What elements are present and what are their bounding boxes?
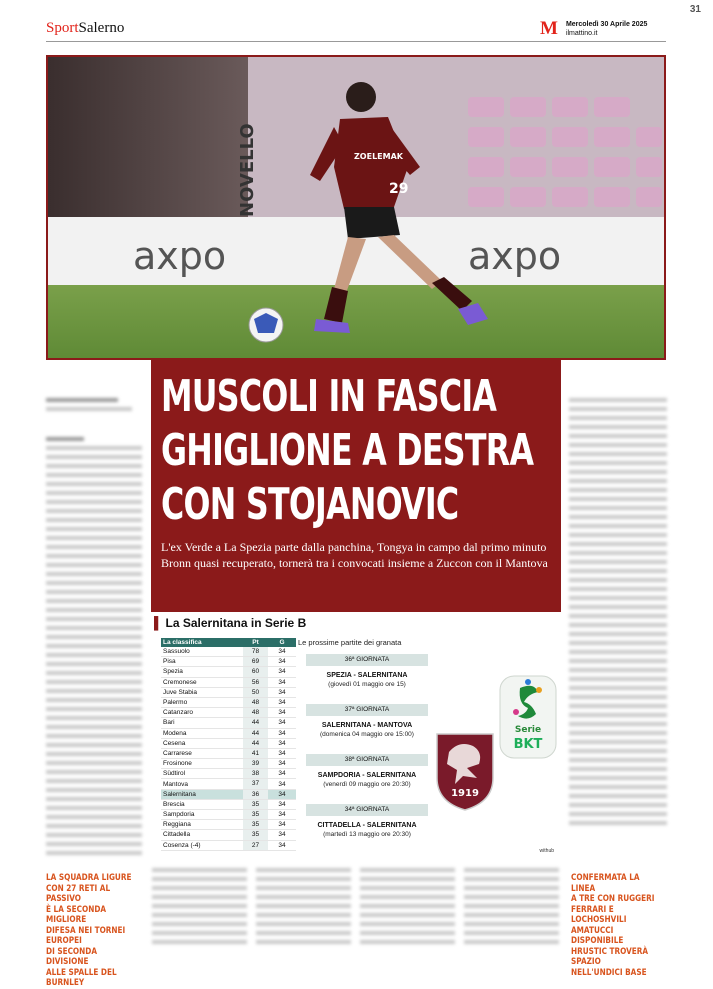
team-cell: Juve Stabia [163,688,197,696]
ad-board-novello: NOVELLO [237,123,258,217]
headline-box [151,360,561,612]
standings-table [161,638,296,851]
games-cell: 34 [278,678,286,686]
match-photo [46,55,666,360]
headline-line-1: MUSCOLI IN FASCIA [161,371,497,422]
team-cell: Mantova [163,780,188,788]
games-cell: 34 [278,811,286,819]
team-cell: Reggiana [163,821,191,829]
points-cell: 35 [243,820,268,829]
points-cell: 48 [243,698,268,707]
games-cell: 34 [278,821,286,829]
ad-board-axpo-right: axpo [468,234,562,278]
team-cell: Modena [163,729,187,737]
games-cell: 34 [278,739,286,747]
team-cell: Sassuolo [163,648,190,656]
match-block [306,754,428,788]
section-sport: Sport [46,20,79,36]
subheadline [161,539,551,571]
team-cell: Catanzaro [163,709,193,717]
svg-text:BKT: BKT [513,737,543,752]
match-time: (venerdì 09 maggio ore 20:30) [323,781,411,788]
subhead-line-2: Bronn quasi recuperato, tornerà tra i convocati insieme a Zuccon con il Mantova [161,556,548,570]
next-matches-title: Le prossime partite dei granata [298,638,402,647]
table-row [161,729,296,739]
infographic-title: ▌ La Salernitana in Serie B [154,616,307,630]
match-time: (giovedì 01 maggio ore 15) [328,681,406,688]
team-cell: Cosenza (-4) [163,841,201,849]
points-cell: 27 [243,841,268,850]
article-column-left [46,398,142,868]
games-cell: 34 [278,831,286,839]
games-cell: 34 [278,770,286,778]
website: ilmattino.it [565,30,598,37]
points-cell: 44 [243,729,268,738]
games-cell: 34 [278,841,286,849]
subhead-line-1: L'ex Verde a La Spezia parte dalla panchina, Tongya in campo dal primo minuto [161,540,547,554]
table-header [161,638,296,647]
games-cell: 34 [278,729,286,737]
table-row [161,667,296,677]
table-row [161,698,296,708]
headline-line-2: GHIGLIONE A DESTRA [161,425,534,476]
match-block [306,804,428,838]
points-cell: 44 [243,739,268,748]
table-row [161,708,296,718]
points-cell: 56 [243,678,268,687]
games-cell: 34 [278,688,286,696]
team-cell: Sampdoria [163,811,195,819]
team-cell: Cesena [163,739,186,747]
giornata-label: 37ª GIORNATA [306,704,428,716]
games-cell: 34 [278,719,286,727]
header-team: La classifica [163,639,202,646]
games-cell: 34 [278,760,286,768]
table-row [161,657,296,667]
infographic [150,612,562,860]
match-block [306,704,428,738]
table-row [161,718,296,728]
table-row [161,688,296,698]
masthead [540,18,647,40]
points-cell: 41 [243,749,268,758]
giornata-label: 36ª GIORNATA [306,654,428,666]
issue-date: Mercoledì 30 Aprile 2025 [565,21,648,28]
table-row [161,800,296,810]
soccer-player-photo [48,57,664,358]
table-row [161,779,296,789]
points-cell: 44 [243,718,268,727]
games-cell: 34 [278,800,286,808]
svg-text:29: 29 [389,181,409,197]
headline-line-3: CON STOJANOVIC [161,479,459,530]
team-cell: Palermo [163,699,188,707]
section-city: Salerno [78,20,125,36]
giornata-label: 34ª GIORNATA [306,804,428,816]
games-cell: 34 [278,668,286,676]
match-block [306,654,428,688]
match-teams: CITTADELLA - SALERNITANA [317,822,417,829]
page-header [46,20,666,42]
table-row [161,678,296,688]
article-column-bottom-1 [152,868,247,947]
points-cell: 48 [243,708,268,717]
team-cell: Frosinone [163,760,192,768]
article-column-bottom-3 [360,868,455,947]
table-row [161,820,296,830]
points-cell: 50 [243,688,268,697]
team-cell: Pisa [163,658,176,666]
ad-board-axpo-left: axpo [133,234,227,278]
points-cell: 69 [243,657,268,666]
header-pt: Pt [252,639,259,646]
title-marker-icon: ▌ [154,616,163,630]
giornata-label: 38ª GIORNATA [306,754,428,766]
svg-text:1919: 1919 [451,788,479,799]
pull-quote-right: CONFERMATA LA LINEA A TRE CON RUGGERI FERRARI E LOCHOSHVILI AMATUCCI DISPONIBILE HRUSTIC TROVERÀ SPAZIO NELL'UNDICI BASE [571,873,655,978]
team-cell: Cittadella [163,831,191,839]
table-row [161,810,296,820]
games-cell: 34 [278,648,286,656]
table-row [161,739,296,749]
games-cell: 34 [278,709,286,717]
team-cell: Carrarese [163,749,192,757]
newspaper-logo: M [540,18,558,39]
serie-b-logo-icon [498,670,558,760]
pull-quote-left: LA SQUADRA LIGURE CON 27 RETI AL PASSIVO È LA SECONDA MIGLIORE DIFESA NEI TORNEI EUROPEI DI SECONDA DIVISIONE ALLE SPALLE DEL BURNLEY [46,873,132,988]
table-row [161,749,296,759]
svg-text:ZOELEMAK: ZOELEMAK [354,152,403,161]
points-cell: 35 [243,810,268,819]
points-cell: 38 [243,769,268,778]
games-cell: 34 [278,790,286,798]
stadium-stand-left [48,57,248,227]
infographic-credit: withub [539,848,554,854]
table-row [161,769,296,779]
team-cell: Spezia [163,668,183,676]
points-cell: 35 [243,830,268,839]
table-row [161,759,296,769]
points-cell: 35 [243,800,268,809]
team-cell: Cremonese [163,678,197,686]
points-cell: 37 [243,779,268,788]
table-row [161,647,296,657]
table-row [161,790,296,800]
table-row [161,841,296,851]
points-cell: 36 [243,790,268,799]
team-cell: Bari [163,719,175,727]
header-g: G [279,639,285,646]
article-column-bottom-4 [464,868,559,947]
team-cell: Südtirol [163,770,186,778]
article-column-bottom-2 [256,868,351,947]
team-cell: Salernitana [163,790,196,798]
section-label [46,20,124,37]
salernitana-crest-icon [433,730,497,812]
svg-text:Serie: Serie [514,725,542,735]
match-teams: SAMPDORIA - SALERNITANA [317,772,417,779]
games-cell: 34 [278,780,286,788]
games-cell: 34 [278,658,286,666]
points-cell: 78 [243,647,268,656]
match-time: (domenica 04 maggio ore 15:00) [320,731,414,738]
games-cell: 34 [278,699,286,707]
table-row [161,830,296,840]
soccer-ball-icon [249,308,283,342]
match-time: (martedì 13 maggio ore 20:30) [323,831,411,838]
points-cell: 39 [243,759,268,768]
pitch [48,285,664,358]
games-cell: 34 [278,749,286,757]
points-cell: 60 [243,667,268,676]
page-number: 31 [689,4,701,15]
article-column-right [569,398,667,868]
masthead-text [566,20,647,38]
team-cell: Brescia [163,800,185,808]
match-teams: SPEZIA - SALERNITANA [326,672,408,679]
match-teams: SALERNITANA - MANTOVA [321,722,413,729]
